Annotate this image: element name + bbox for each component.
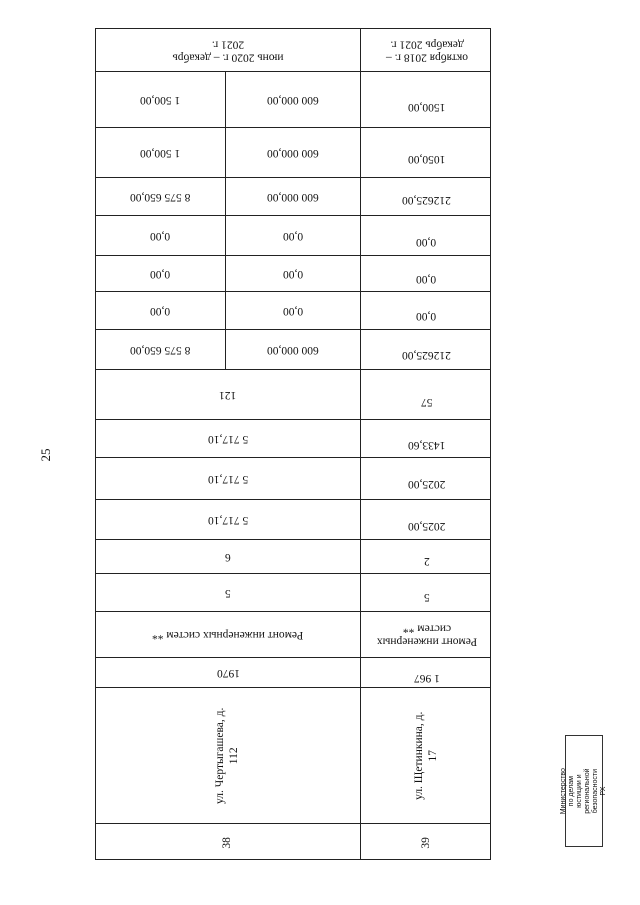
cell-r6b: 0,00 [150,305,171,318]
cell-r2b: 1 500,00 [140,147,181,160]
cell-r3a: 600 000,00 [267,191,319,204]
page-number: 25 [38,448,53,462]
cell-r14: Ремонт инженерных систем ** [152,629,304,642]
cell-r11: 5 717,10 [207,514,249,527]
cell-address-right: ул. Чертыгашева, д. 112 [214,707,240,804]
cell-l-r11: 2025,00 [407,520,446,533]
cell-r8: 121 [219,389,237,402]
cell-l-r3: 212625,00 [402,194,451,207]
cell-r7a: 600 000,00 [267,344,319,357]
cell-l-r7: 212625,00 [402,349,451,362]
cell-l-r9: 1433,60 [407,439,446,452]
cell-l-r15: 1 967 [413,672,440,685]
ministry-stamp [559,735,608,847]
cell-r5a: 0,00 [282,268,304,281]
cell-l-r2: 1050,00 [407,153,446,166]
cell-r1b: 1 500,00 [140,94,181,107]
stamp-text: Министерство по делам юстиции и региональной безопасности РХ [559,767,608,815]
cell-r10: 5 717,10 [207,473,249,486]
cell-l-r6: 0,00 [416,310,437,323]
period-right: июнь 2020 г. – декабрь 2021 г. [172,38,284,64]
cell-r7b: 8 575 650,00 [130,344,191,357]
cell-r4b: 0,00 [150,230,171,243]
cell-r13: 5 [225,587,231,600]
cell-r6a: 0,00 [282,305,304,318]
cell-r5b: 0,00 [150,268,171,281]
cell-r4a: 0,00 [282,230,304,243]
cell-num-left: 39 [419,836,432,849]
cell-r2a: 600 000,00 [267,147,319,160]
cell-r15: 1970 [216,667,240,680]
cell-l-r13: 5 [423,591,430,604]
data-table [95,28,491,860]
cell-r1a: 600 000,00 [267,94,319,107]
cell-r12: 6 [225,551,231,564]
cell-l-r10: 2025,00 [407,478,446,491]
cell-address-left: ул. Щетинкина, д. 17 [412,711,439,800]
cell-r9: 5 717,10 [207,433,249,446]
cell-l-r8: 57 [420,396,433,409]
cell-l-r12: 2 [423,555,430,568]
cell-l-r5: 0,00 [416,273,437,286]
cell-l-r4: 0,00 [416,236,437,249]
cell-l-r14: Ремонт инженерных систем ** [376,622,477,648]
period-left: октября 2018 г. – декабрь 2021 г. [385,38,468,64]
cell-r3b: 8 575 650,00 [130,191,191,204]
cell-l-r1: 1500,00 [407,101,446,114]
cell-num-right: 38 [221,836,234,849]
